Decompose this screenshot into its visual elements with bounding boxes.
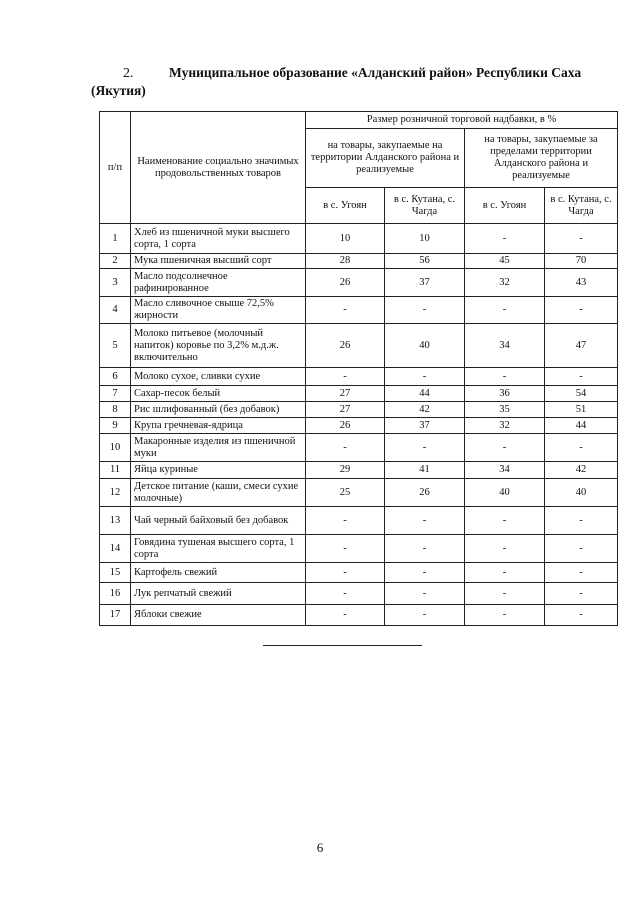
markup-value: 44 bbox=[545, 418, 618, 434]
row-number: 10 bbox=[100, 434, 131, 462]
product-name: Чай черный байховый без добавок bbox=[131, 507, 306, 535]
table-row bbox=[100, 563, 618, 583]
markup-value: - bbox=[545, 605, 618, 626]
markup-table bbox=[99, 111, 618, 626]
markup-value: 32 bbox=[465, 269, 545, 297]
markup-value: - bbox=[385, 535, 465, 563]
table-row bbox=[100, 507, 618, 535]
markup-value: 37 bbox=[385, 418, 465, 434]
row-number: 7 bbox=[100, 386, 131, 402]
markup-value: - bbox=[385, 368, 465, 386]
markup-value: 42 bbox=[385, 402, 465, 418]
header-ugoyan-outside: в с. Угоян bbox=[465, 188, 545, 224]
table-row bbox=[100, 224, 618, 254]
product-name: Хлеб из пшеничной муки высшего сорта, 1 сорта bbox=[131, 224, 306, 254]
markup-value: - bbox=[545, 297, 618, 324]
row-number: 13 bbox=[100, 507, 131, 535]
section-title: Муниципальное образование «Алданский район» Республики Саха (Якутия) bbox=[91, 65, 582, 98]
markup-value: - bbox=[465, 507, 545, 535]
table-row bbox=[100, 368, 618, 386]
markup-value: - bbox=[465, 605, 545, 626]
markup-value: - bbox=[306, 535, 385, 563]
markup-value: 42 bbox=[545, 462, 618, 479]
section-number: 2. bbox=[123, 66, 134, 81]
table-row bbox=[100, 462, 618, 479]
markup-value: - bbox=[385, 583, 465, 605]
markup-value: 47 bbox=[545, 324, 618, 368]
markup-value: - bbox=[465, 563, 545, 583]
markup-value: 51 bbox=[545, 402, 618, 418]
markup-value: 34 bbox=[465, 324, 545, 368]
markup-value: - bbox=[545, 535, 618, 563]
markup-value: 70 bbox=[545, 254, 618, 269]
table-row bbox=[100, 269, 618, 297]
header-kutana-outside: в с. Кутана, с. Чагда bbox=[545, 188, 618, 224]
markup-value: - bbox=[545, 224, 618, 254]
markup-value: - bbox=[465, 535, 545, 563]
markup-value: - bbox=[306, 583, 385, 605]
table-row bbox=[100, 583, 618, 605]
row-number: 12 bbox=[100, 479, 131, 507]
product-name: Рис шлифованный (без добавок) bbox=[131, 402, 306, 418]
footnote-divider bbox=[263, 645, 422, 646]
product-name: Масло сливочное свыше 72,5% жирности bbox=[131, 297, 306, 324]
header-markup-size: Размер розничной торговой надбавки, в % bbox=[306, 112, 618, 129]
markup-value: - bbox=[306, 605, 385, 626]
product-name: Молоко сухое, сливки сухие bbox=[131, 368, 306, 386]
markup-value: - bbox=[385, 563, 465, 583]
header-num: п/п bbox=[100, 112, 131, 224]
markup-table-container bbox=[99, 111, 618, 626]
product-name: Говядина тушеная высшего сорта, 1 сорта bbox=[131, 535, 306, 563]
row-number: 1 bbox=[100, 224, 131, 254]
markup-value: 36 bbox=[465, 386, 545, 402]
markup-value: - bbox=[306, 297, 385, 324]
markup-value: 41 bbox=[385, 462, 465, 479]
row-number: 16 bbox=[100, 583, 131, 605]
markup-value: - bbox=[385, 434, 465, 462]
markup-value: - bbox=[465, 583, 545, 605]
markup-value: 10 bbox=[306, 224, 385, 254]
product-name: Картофель свежий bbox=[131, 563, 306, 583]
markup-value: 56 bbox=[385, 254, 465, 269]
markup-value: - bbox=[545, 368, 618, 386]
markup-value: - bbox=[306, 434, 385, 462]
markup-value: 26 bbox=[306, 269, 385, 297]
markup-value: - bbox=[306, 563, 385, 583]
row-number: 2 bbox=[100, 254, 131, 269]
product-name: Молоко питьевое (молочный напиток) коровье по 3,2% м.д.ж. включительно bbox=[131, 324, 306, 368]
row-number: 14 bbox=[100, 535, 131, 563]
markup-value: 40 bbox=[385, 324, 465, 368]
product-name: Яйца куриные bbox=[131, 462, 306, 479]
section-heading bbox=[91, 64, 611, 99]
markup-value: 40 bbox=[545, 479, 618, 507]
markup-value: - bbox=[306, 507, 385, 535]
product-name: Лук репчатый свежий bbox=[131, 583, 306, 605]
row-number: 4 bbox=[100, 297, 131, 324]
markup-value: 37 bbox=[385, 269, 465, 297]
markup-value: 27 bbox=[306, 386, 385, 402]
row-number: 11 bbox=[100, 462, 131, 479]
header-ugoyan-inside: в с. Угоян bbox=[306, 188, 385, 224]
markup-value: - bbox=[465, 224, 545, 254]
row-number: 15 bbox=[100, 563, 131, 583]
markup-value: 32 bbox=[465, 418, 545, 434]
product-name: Масло подсолнечное рафинированное bbox=[131, 269, 306, 297]
markup-value: - bbox=[465, 434, 545, 462]
markup-value: - bbox=[545, 583, 618, 605]
table-row bbox=[100, 605, 618, 626]
table-row bbox=[100, 297, 618, 324]
table-row bbox=[100, 402, 618, 418]
markup-value: 34 bbox=[465, 462, 545, 479]
markup-value: 35 bbox=[465, 402, 545, 418]
header-inside-district: на товары, закупаемые на территории Алданского района и реализуемые bbox=[306, 129, 465, 188]
row-number: 17 bbox=[100, 605, 131, 626]
markup-value: 27 bbox=[306, 402, 385, 418]
product-name: Детское питание (каши, смеси сухие молочные) bbox=[131, 479, 306, 507]
table-row bbox=[100, 479, 618, 507]
markup-value: - bbox=[545, 434, 618, 462]
product-name: Яблоки свежие bbox=[131, 605, 306, 626]
table-row bbox=[100, 434, 618, 462]
product-name: Крупа гречневая-ядрица bbox=[131, 418, 306, 434]
header-outside-district: на товары, закупаемые за пределами территории Алданского района и реализуемые bbox=[465, 129, 618, 188]
header-product-name: Наименование социально значимых продовольственных товаров bbox=[131, 112, 306, 224]
markup-value: 10 bbox=[385, 224, 465, 254]
markup-value: 26 bbox=[385, 479, 465, 507]
markup-value: - bbox=[465, 297, 545, 324]
row-number: 3 bbox=[100, 269, 131, 297]
markup-value: - bbox=[545, 563, 618, 583]
markup-value: 43 bbox=[545, 269, 618, 297]
product-name: Сахар-песок белый bbox=[131, 386, 306, 402]
row-number: 5 bbox=[100, 324, 131, 368]
table-row bbox=[100, 324, 618, 368]
markup-value: - bbox=[385, 507, 465, 535]
product-name: Макаронные изделия из пшеничной муки bbox=[131, 434, 306, 462]
table-row bbox=[100, 386, 618, 402]
table-row bbox=[100, 254, 618, 269]
markup-value: - bbox=[385, 297, 465, 324]
markup-value: - bbox=[465, 368, 545, 386]
row-number: 6 bbox=[100, 368, 131, 386]
markup-value: 25 bbox=[306, 479, 385, 507]
page-number: 6 bbox=[316, 840, 324, 855]
table-row bbox=[100, 535, 618, 563]
markup-value: 29 bbox=[306, 462, 385, 479]
table-row bbox=[100, 418, 618, 434]
markup-value: 26 bbox=[306, 324, 385, 368]
row-number: 9 bbox=[100, 418, 131, 434]
markup-value: 54 bbox=[545, 386, 618, 402]
markup-value: 44 bbox=[385, 386, 465, 402]
markup-value: - bbox=[306, 368, 385, 386]
markup-value: 45 bbox=[465, 254, 545, 269]
product-name: Мука пшеничная высший сорт bbox=[131, 254, 306, 269]
markup-value: 28 bbox=[306, 254, 385, 269]
markup-value: 40 bbox=[465, 479, 545, 507]
row-number: 8 bbox=[100, 402, 131, 418]
markup-value: - bbox=[545, 507, 618, 535]
markup-value: 26 bbox=[306, 418, 385, 434]
header-kutana-inside: в с. Кутана, с. Чагда bbox=[385, 188, 465, 224]
markup-value: - bbox=[385, 605, 465, 626]
